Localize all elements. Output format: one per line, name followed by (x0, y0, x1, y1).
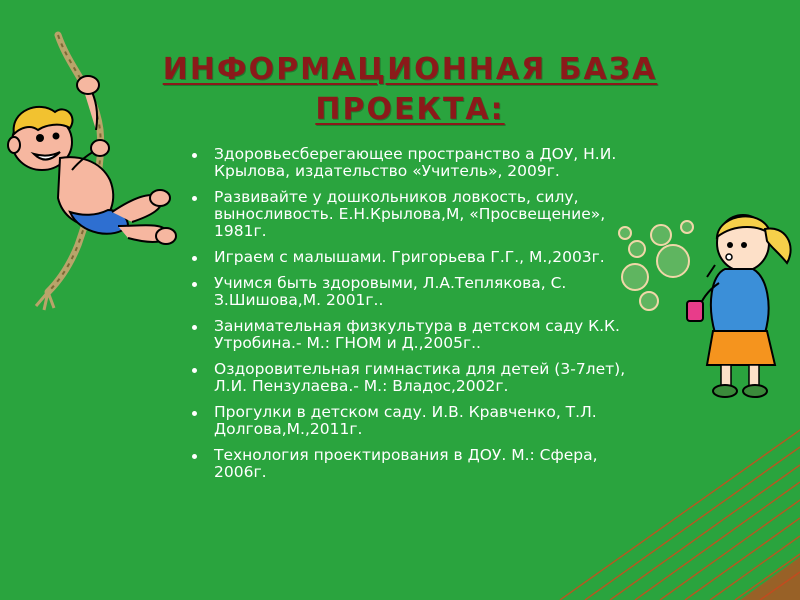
reference-text: Учимся быть здоровыми, Л.А.Теплякова, С. З.Шишова,М. 2001г.. (214, 274, 567, 309)
bullet-icon (192, 368, 197, 373)
slide-title (130, 50, 690, 130)
bullet-icon (192, 411, 197, 416)
reference-item (190, 361, 630, 395)
reference-item (190, 447, 630, 481)
reference-item (190, 318, 630, 352)
reference-list (190, 146, 630, 490)
girl-blowing-bubbles-illustration (615, 205, 800, 400)
reference-item (190, 404, 630, 438)
reference-item (190, 249, 630, 266)
reference-text: Развивайте у дошкольников ловкость, силу, выносливость. Е.Н.Крылова,М, «Просвещение», 1981г. (214, 188, 606, 240)
reference-text: Технология проектирования в ДОУ. М.: Сфера, 2006г. (214, 446, 598, 481)
title-line-2: ПРОЕКТА: (315, 92, 505, 127)
boy-climbing-rope-illustration (0, 30, 200, 315)
bullet-icon (192, 454, 197, 459)
reference-text: Играем с малышами. Григорьева Г.Г., М.,2003г. (214, 248, 605, 266)
bullet-icon (192, 325, 197, 330)
reference-item (190, 146, 630, 180)
reference-item (190, 189, 630, 240)
title-line-1: ИНФОРМАЦИОННАЯ БАЗА (162, 52, 658, 87)
reference-text: Занимательная физкультура в детском саду К.К. Утробина.- М.: ГНОМ и Д.,2005г.. (214, 317, 620, 352)
reference-item (190, 275, 630, 309)
reference-text: Прогулки в детском саду. И.В. Кравченко, Т.Л. Долгова,М.,2011г. (214, 403, 597, 438)
reference-text: Здоровьесберегающее пространство а ДОУ, Н.И. Крылова, издательство «Учитель», 2009г. (214, 145, 617, 180)
reference-text: Оздоровительная гимнастика для детей (3-7лет), Л.И. Пензулаева.- М.: Владос,2002г. (214, 360, 626, 395)
